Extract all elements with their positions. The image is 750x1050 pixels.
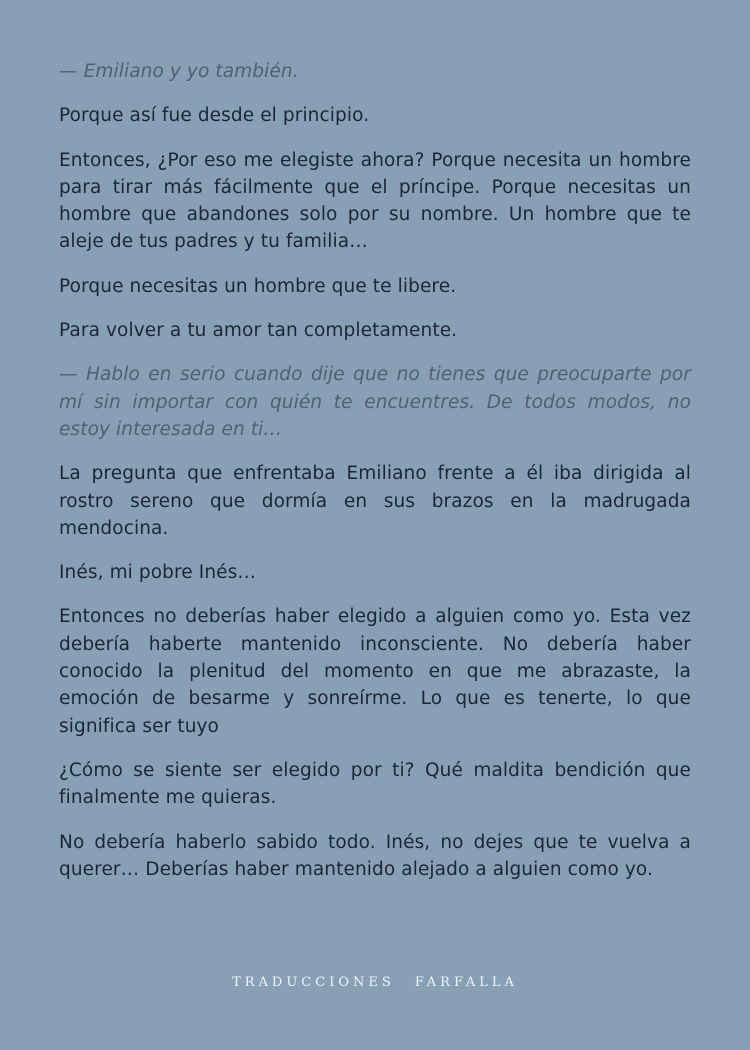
narration-paragraph: Porque así fue desde el principio.	[59, 105, 370, 127]
dialogue-paragraph: — Emiliano y yo también.	[59, 61, 299, 82]
dialogue-paragraph: — Hablo en serio cuando dije que no tienes que preocuparte por mí sin importar con quién te encuentres. De todos modos, no estoy interesada en ti…	[59, 364, 691, 440]
narration-paragraph: ¿Cómo se siente ser elegido por ti? Qué maldita bendición que finalmente me quieras.	[59, 759, 691, 809]
narration-paragraph: No debería haberlo sabido todo. Inés, no dejes que te vuelva a querer… Deberías haber mantenido alejado a alguien como yo.	[59, 831, 691, 880]
narration-paragraph: Inés, mi pobre Inés…	[59, 562, 256, 584]
narration-paragraph: Entonces no deberías haber elegido a alguien como yo. Esta vez debería haberte mantenido inconsciente. No debería haber conocido la plenitud del momento en que me abrazaste, la emoción de besarme y sonreírme. Lo que es tenerte, lo que significa ser tuyo	[59, 606, 691, 737]
narration-paragraph: Entonces, ¿Por eso me elegiste ahora? Porque necesita un hombre para tirar más fácilmente que el príncipe. Porque necesitas un hombre que abandones solo por su nombre. Un hombre que te aleje de tus padres y tu familia…	[59, 149, 691, 253]
narration-paragraph: Para volver a tu amor tan completamente.	[59, 320, 458, 342]
page-text	[59, 58, 691, 900]
page-footer-credit: TRADUCCIONES FARFALLA	[232, 975, 518, 990]
narration-paragraph: La pregunta que enfrentaba Emiliano frente a él iba dirigida al rostro sereno que dormía en sus brazos en la madrugada mendocina.	[59, 463, 691, 539]
narration-paragraph: Porque necesitas un hombre que te libere.	[59, 275, 457, 297]
